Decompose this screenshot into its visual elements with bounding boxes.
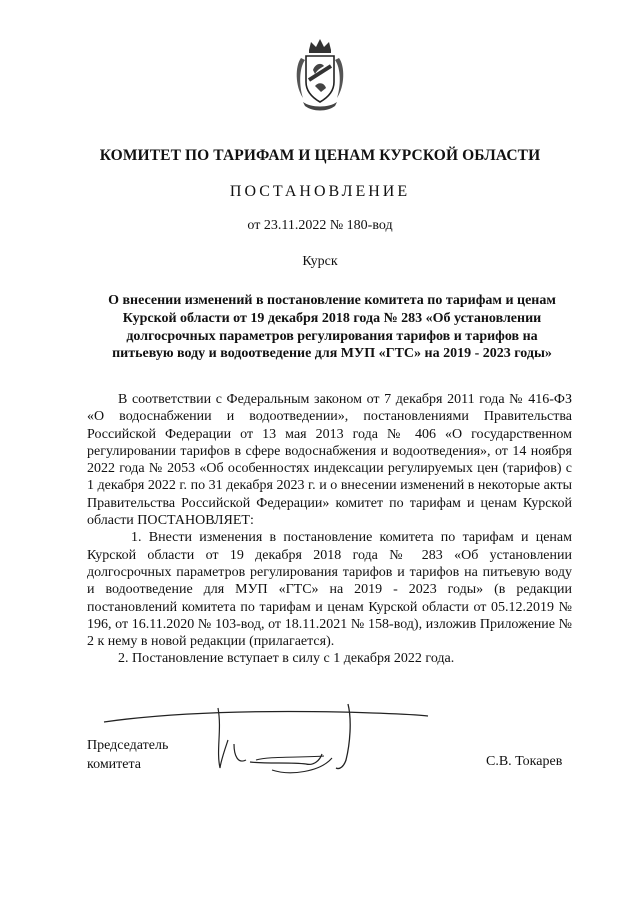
document-title (82, 292, 582, 363)
coat-of-arms-icon (291, 36, 349, 114)
title-line: питьевую воду и водоотведение для МУП «ГТС» на 2019 - 2023 годы» (112, 346, 552, 362)
committee-name: КОМИТЕТ ПО ТАРИФАМ И ЦЕНАМ КУРСКОЙ ОБЛАСТИ (99, 147, 541, 164)
position-line: Председатель (87, 738, 169, 753)
item-2-paragraph: 2. Постановление вступает в силу с 1 декабря 2022 года. (118, 651, 455, 667)
document-number: от 23.11.2022 № 180-вод (247, 218, 393, 233)
document-city: Курск (302, 254, 338, 269)
document-body (87, 391, 572, 668)
title-line: долгосрочных параметров регулирования тарифов и тарифов на (126, 328, 538, 344)
item-1-paragraph: 1. Внести изменения в постановление комитета по тарифам и ценам Курской области от 19 декабря 2018 года № 283 «Об установлении долгосрочных параметров регулирования тарифов и тарифов на питьевую воду и водоотведение для МУП «ГТС» на 2019 - 2023 годы» (в редакции постановлений комитета по тарифам и ценам Курской области от 05.12.2019 № 196, от 16.11.2020 № 103-вод, от 18.11.2021 № 158-вод), изложив Приложение № 2 к нему в новой редакции (прилагается). (87, 530, 572, 650)
document-type: ПОСТАНОВЛЕНИЕ (229, 183, 411, 200)
preamble-paragraph: В соответствии с Федеральным законом от 7 декабря 2011 года № 416-ФЗ «О водоснабжении и водоотведении», постановлениями Правительства Российской Федерации от 13 мая 2013 года № 406 «О государственном регулировании тарифов в сфере водоснабжения и водоотведения», от 14 ноября 2022 года № 2053 «Об особенностях индексации регулируемых цен (тарифов) с 1 декабря 2022 г. по 31 декабря 2023 г. и о внесении изменений в некоторые акты Правительства Российской Федерации» комитет по тарифам и ценам Курской области ПОСТАНОВЛЯЕТ: (87, 392, 572, 529)
title-line: Курской области от 19 декабря 2018 года № 283 «Об установлении (122, 310, 542, 326)
title-line: О внесении изменений в постановление комитета по тарифам и ценам (108, 293, 556, 308)
position-line: комитета (87, 757, 142, 772)
signatory-name: С.В. Токарев (486, 754, 563, 769)
signatory-position (87, 736, 168, 774)
